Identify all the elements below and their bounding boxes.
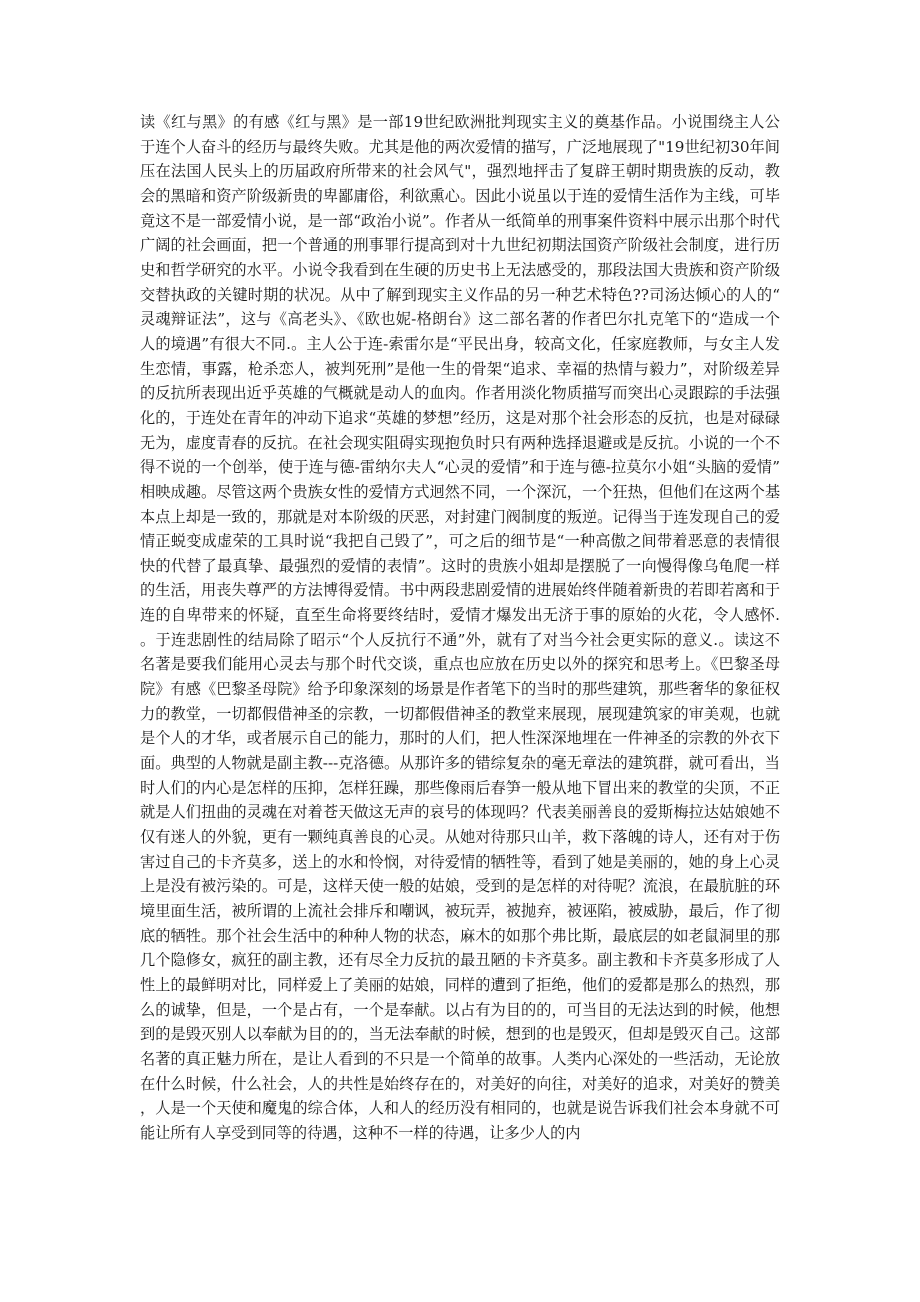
body-text: 读《红与黑》的有感《红与黑》是一部19世纪欧洲批判现实主义的奠基作品。小说围绕主人公于连个人奋斗的经历与最终失败。尤其是他的两次爱情的描写，广泛地展现了"19世纪初30年间压在法国人民头上的历届政府所带来的社会风气"，强烈地抨击了复辟王朝时期贵族的反动，教会的黑暗和资产阶级新贵的卑鄙庸俗，利欲熏心。因此小说虽以于连的爱情生活作为主线，可毕竟这不是一部爱情小说，是一部“政治小说”。作者从一纸简单的刑事案件资料中展示出那个时代广阔的社会画面，把一个普通的刑事罪行提高到对十九世纪初期法国资产阶级社会制度，进行历史和哲学研究的水平。小说令我看到在生硬的历史书上无法感受的，那段法国大贵族和资产阶级交替执政的关键时期的状况。从中了解到现实主义作品的另一种艺术特色??司汤达倾心的人的“灵魂辩证法”，这与《高老头》、《欧也妮-格朗台》这二部名著的作者巴尔扎克笔下的“造成一个人的境遇”有很大不同.。主人公于连-索雷尔是“平民出身，较高文化，任家庭教师，与女主人发生恋情，事露，枪杀恋人，被判死刑”是他一生的骨架“追求、幸福的热情与毅力”，对阶级差异的反抗所表现出近乎英雄的气概就是动人的血肉。作者用淡化物质描写而突出心灵跟踪的手法强化的，于连处在青年的冲动下追求“英雄的梦想”经历，这是对那个社会形态的反抗，也是对碌碌无为，虚度青春的反抗。在社会现实阻碍实现抱负时只有两种选择退避或是反抗。小说的一个不得不说的一个创举，使于连与德-雷纳尔夫人“心灵的爱情”和于连与德-拉莫尔小姐“头脑的爱情”相映成趣。尽管这两个贵族女性的爱情方式迥然不同，一个深沉，一个狂热，但他们在这两个基本点上却是一致的，那就是对本阶级的厌恶，对封建门阀制度的叛逆。记得当于连发现自己的爱情正蜕变成虚荣的工具时说“我把自己毁了”，可之后的细节是“一种高傲之间带着恶意的表情很快的代替了最真挚、最强烈的爱情的表情”。这时的贵族小姐却是摆脱了一向慢得像乌龟爬一样的生活，用丧失尊严的方法博得爱情。书中两段悲剧爱情的进展始终伴随着新贵的若即若离和于连的自卑带来的怀疑，直至生命将要终结时，爱情才爆发出无济于事的原始的火花，令人感怀.。于连悲剧性的结局除了昭示“个人反抗行不通”外，就有了对当今社会更实际的意义.。读这不名著是要我们能用心灵去与那个时代交谈，重点也应放在历史以外的探究和思考上。《巴黎圣母院》有感《巴黎圣母院》给予印象深刻的场景是作者笔下的当时的那些建筑，那些奢华的象征权力的教堂，一切都假借神圣的宗教，一切都假借神圣的教堂来展现，展现建筑家的审美观，也就是个人的才华，或者展示自己的能力，那时的人们，把人性深深地埋在一件神圣的宗教的外衣下面。典型的人物就是副主教---克洛德。从那许多的错综复杂的毫无章法的建筑群，就可看出，当时人们的内心是怎样的压抑，怎样狂躁，那些像雨后春笋一般从地下冒出来的教堂的尖顶，不正就是人们扭曲的灵魂在对着苍天做这无声的哀号的体现吗？代表美丽善良的爱斯梅拉达姑娘她不仅有迷人的外貌，更有一颗纯真善良的心灵。从她对待那只山羊，救下落魄的诗人，还有对于伤害过自己的卡齐莫多，送上的水和怜悯，对待爱情的牺牲等，看到了她是美丽的，她的身上心灵上是没有被污染的。可是，这样天使一般的姑娘，受到的是怎样的对待呢？流浪，在最肮脏的环境里面生活，被所谓的上流社会排斥和嘲讽，被玩弄，被抛弃，被诬陷，被威胁，最后，作了彻底的牺牲。那个社会生活中的种种人物的状态，麻木的如那个弗比斯，最底层的如老鼠洞里的那几个隐修女，疯狂的副主教，还有尽全力反抗的最丑陋的卡齐莫多。副主教和卡齐莫多形成了人性上的最鲜明对比，同样爱上了美丽的姑娘，同样的遭到了拒绝，他们的爱都是那么的热烈，那么的诚挚，但是，一个是占有，一个是奉献。以占有为目的的，可当目的无法达到的时候，他想到的是毁灭别人以奉献为目的的，当无法奉献的时候，想到的也是毁灭，但却是毁灭自己。这部名著的真正魅力所在，是让人看到的不只是一个简单的故事。人类内心深处的一些活动，无论放在什么时候，什么社会，人的共性是始终存在的，对美好的向往，对美好的追求，对美好的赞美，人是一个天使和魔鬼的综合体，人和人的经历没有相同的，也就是说告诉我们社会本身就不可能让所有人享受到同等的待遇，这种不一样的待遇，让多少人的内	[140, 113, 780, 1142]
